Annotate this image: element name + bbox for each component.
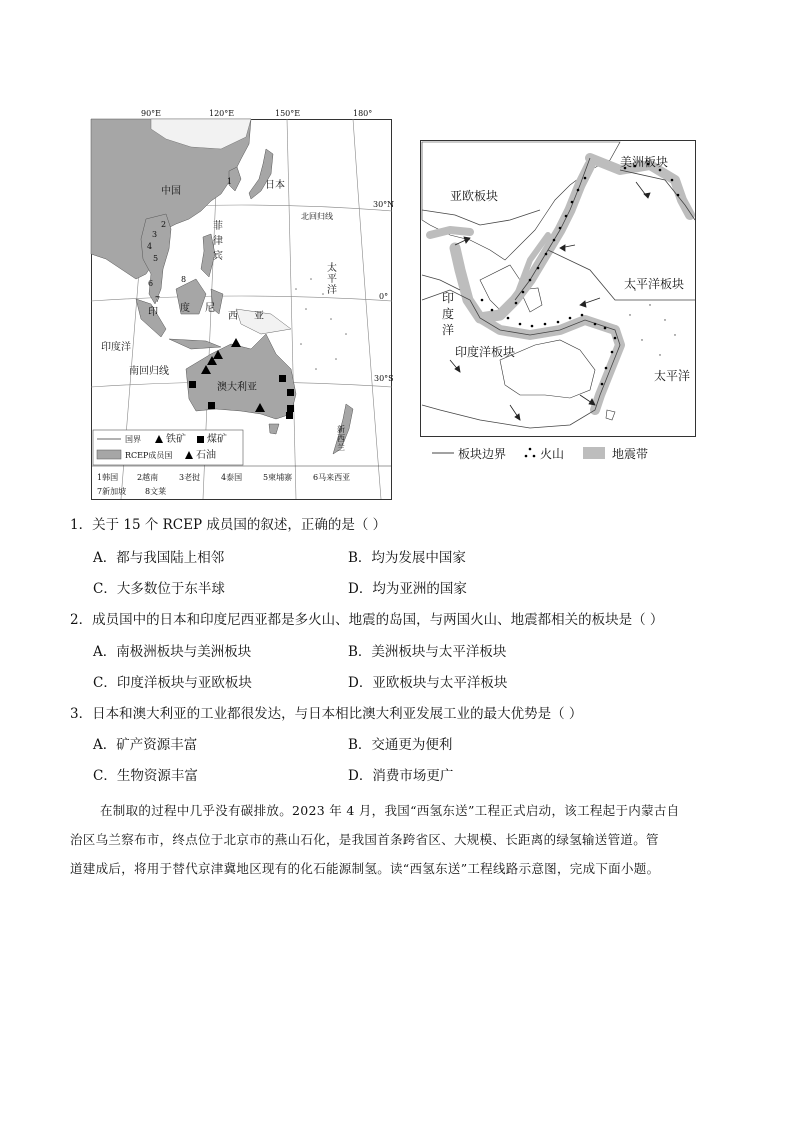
tropic-north-label: 北回归线: [301, 212, 333, 221]
pacific-label-3: 洋: [327, 285, 337, 296]
lon-180-label: 180°: [353, 109, 373, 118]
philippines-label-2: 律: [213, 236, 223, 247]
q3-option-d[interactable]: D．消费市场更广: [348, 768, 454, 784]
indonesia-label-1: 印: [148, 307, 158, 318]
china-label: 中国: [161, 186, 181, 197]
key-5: 5柬埔寨: [263, 473, 293, 482]
key-8: 8文莱: [145, 487, 167, 496]
question-2-stem: 2．成员国中的日本和印度尼西亚都是多火山、地震的岛国，与两国火山、地震都相关的板块是（ ）: [70, 612, 664, 628]
longitude-labels: [91, 104, 392, 120]
key-3: 3老挝: [179, 473, 201, 482]
legend-iron: 铁矿: [166, 434, 186, 445]
question-1-stem: 1．关于 15 个 RCEP 成员国的叙述，正确的是（ ）: [70, 517, 387, 533]
key-1: 1韩国: [97, 473, 119, 482]
lat-30s-label: 30°S: [374, 374, 394, 383]
nz-label-1: 新: [337, 425, 345, 434]
num-5: 5: [153, 254, 159, 263]
q2-option-a[interactable]: A．南极洲板块与美洲板块: [93, 644, 252, 660]
indian-ocean-label-1: 印: [442, 291, 455, 305]
australia-label: 澳大利亚: [217, 382, 257, 393]
legend-quake: 地震带: [612, 447, 649, 461]
num-6: 6: [148, 279, 154, 288]
plate-legend: [432, 446, 648, 461]
key-6: 6马来西亚: [313, 473, 351, 482]
q1-option-d[interactable]: D．均为亚洲的国家: [348, 581, 467, 597]
q3-option-c[interactable]: C．生物资源丰富: [93, 768, 198, 784]
key-4: 4泰国: [221, 473, 243, 482]
legend-coal: 煤矿: [207, 434, 227, 445]
eurasian-plate-label: 亚欧板块: [450, 189, 499, 203]
philippines-label-1: 菲: [213, 221, 223, 232]
tropic-south-label: 南回归线: [129, 366, 169, 377]
passage: [70, 796, 720, 883]
legend-volcano: 火山: [540, 447, 565, 461]
indonesia-label-2: 度: [180, 303, 190, 314]
nz-label-2: 西: [337, 434, 345, 443]
q2-option-b[interactable]: B．美洲板块与太平洋板块: [348, 644, 507, 660]
indian-plate-label: 印度洋板块: [455, 345, 516, 359]
question-3-stem: 3．日本和澳大利亚的工业都很发达，与日本相比澳大利亚发展工业的最大优势是（ ）: [70, 706, 583, 722]
q1-option-b[interactable]: B．均为发展中国家: [348, 550, 466, 566]
num-7: 7: [155, 295, 161, 304]
plate-map: [420, 140, 702, 470]
legend-boundary: 板块边界: [458, 447, 507, 461]
num-1: 1: [227, 177, 233, 186]
philippines-label-3: 宾: [213, 251, 223, 262]
q3-option-b[interactable]: B．交通更为便利: [348, 737, 453, 753]
pacific-ocean-label: 太平洋: [654, 369, 691, 383]
rcep-map: [91, 119, 395, 500]
key-2: 2越南: [137, 473, 159, 482]
map-legend: [93, 430, 243, 465]
q2-option-c[interactable]: C．印度洋板块与亚欧板块: [93, 675, 252, 691]
key-7: 7新加坡: [97, 487, 127, 496]
nz-label-3: 兰: [337, 443, 345, 452]
legend-rcep: RCEP成员国: [125, 451, 173, 460]
pacific-label-1: 太: [327, 263, 337, 274]
lat-30n-label: 30°N: [373, 200, 395, 209]
num-2: 2: [161, 220, 167, 229]
num-8: 8: [181, 275, 187, 284]
q1-option-a[interactable]: A．都与我国陆上相邻: [93, 550, 225, 566]
indian-ocean-label-2: 度: [442, 307, 455, 321]
indian-ocean-label: 印度洋: [101, 342, 131, 353]
american-plate-label: 美洲板块: [620, 155, 669, 169]
lon-150e-label: 150°E: [275, 109, 301, 118]
japan-label: 日本: [265, 180, 285, 191]
lon-120e-label: 120°E: [209, 109, 235, 118]
passage-line-2: 治区乌兰察布市，终点位于北京市的燕山石化，是我国首条跨省区、大规模、长距离的绿氢输送管道。管: [70, 832, 659, 847]
pacific-label-2: 平: [327, 274, 337, 285]
legend-oil: 石油: [196, 450, 216, 461]
q1-option-c[interactable]: C．大多数位于东半球: [93, 581, 225, 597]
indian-ocean-label-3: 洋: [442, 323, 455, 337]
legend-border: 国界: [125, 435, 141, 444]
q3-option-a[interactable]: A．矿产资源丰富: [93, 737, 198, 753]
passage-line-1: 在制取的过程中几乎没有碳排放。2023 年 4 月，我国“西氢东送”工程正式启动，该工程起于内蒙古自: [100, 803, 680, 818]
lat-0-label: 0°: [379, 292, 389, 301]
num-4: 4: [147, 242, 153, 251]
passage-line-3: 道建成后，将用于替代京津冀地区现有的化石能源制氢。读“西氢东送”工程线路示意图，完成下面小题。: [70, 861, 660, 876]
num-3: 3: [152, 230, 158, 239]
indonesia-label-5: 亚: [254, 311, 264, 322]
lon-90e-label: 90°E: [141, 109, 162, 118]
indonesia-label-4: 西: [228, 311, 238, 322]
pacific-plate-label: 太平洋板块: [624, 277, 685, 291]
indonesia-label-3: 尼: [205, 303, 215, 314]
q2-option-d[interactable]: D．亚欧板块与太平洋板块: [348, 675, 508, 691]
